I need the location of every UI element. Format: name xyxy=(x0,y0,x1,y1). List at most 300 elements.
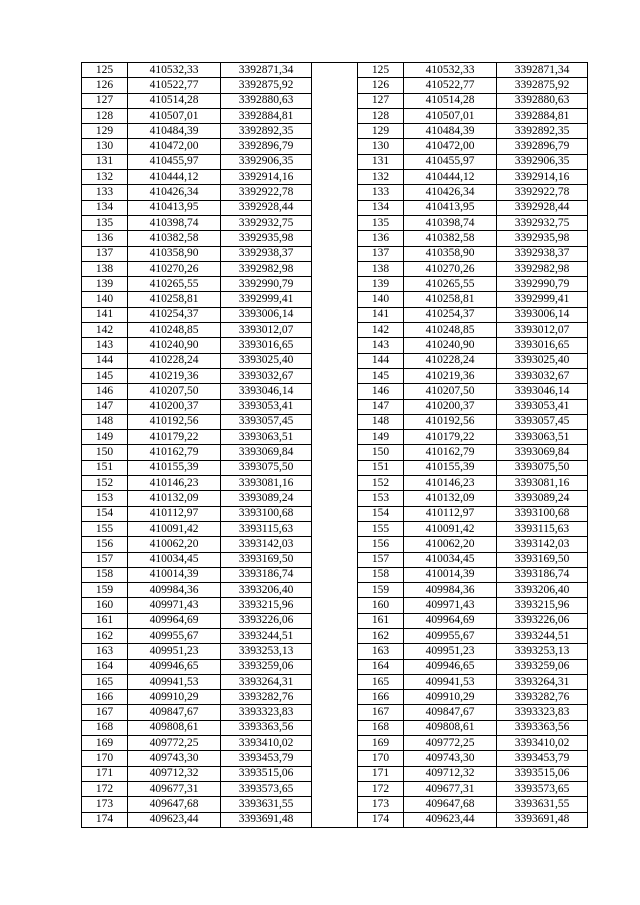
left-x-coordinate-cell: 409743,30 xyxy=(128,751,221,766)
left-y-coordinate-cell: 3393253,13 xyxy=(221,644,312,659)
right-x-coordinate-cell: 409955,67 xyxy=(404,628,497,643)
right-x-coordinate-cell: 410062,20 xyxy=(404,537,497,552)
left-point-number-cell: 153 xyxy=(82,491,128,506)
right-point-number-cell: 144 xyxy=(358,353,404,368)
left-x-coordinate-cell: 410146,23 xyxy=(128,476,221,491)
right-point-number-cell: 125 xyxy=(358,63,404,78)
right-point-number-cell: 138 xyxy=(358,261,404,276)
right-point-number-cell: 148 xyxy=(358,414,404,429)
table-row xyxy=(82,583,588,598)
left-point-number-cell: 152 xyxy=(82,476,128,491)
left-y-coordinate-cell: 3393244,51 xyxy=(221,628,312,643)
right-x-coordinate-cell: 410265,55 xyxy=(404,277,497,292)
right-y-coordinate-cell: 3393089,24 xyxy=(497,491,588,506)
spacer-cell xyxy=(312,185,358,200)
left-x-coordinate-cell: 410192,56 xyxy=(128,414,221,429)
right-point-number-cell: 136 xyxy=(358,231,404,246)
left-y-coordinate-cell: 3393206,40 xyxy=(221,583,312,598)
left-point-number-cell: 135 xyxy=(82,215,128,230)
left-y-coordinate-cell: 3393006,14 xyxy=(221,307,312,322)
left-point-number-cell: 165 xyxy=(82,674,128,689)
right-y-coordinate-cell: 3393053,41 xyxy=(497,399,588,414)
left-y-coordinate-cell: 3392922,78 xyxy=(221,185,312,200)
right-y-coordinate-cell: 3392896,79 xyxy=(497,139,588,154)
table-row xyxy=(82,521,588,536)
table-row xyxy=(82,460,588,475)
right-point-number-cell: 127 xyxy=(358,93,404,108)
right-x-coordinate-cell: 410014,39 xyxy=(404,567,497,582)
left-point-number-cell: 163 xyxy=(82,644,128,659)
table-row xyxy=(82,277,588,292)
spacer-cell xyxy=(312,476,358,491)
right-x-coordinate-cell: 410532,33 xyxy=(404,63,497,78)
right-point-number-cell: 133 xyxy=(358,185,404,200)
left-x-coordinate-cell: 410254,37 xyxy=(128,307,221,322)
right-x-coordinate-cell: 410091,42 xyxy=(404,521,497,536)
right-point-number-cell: 151 xyxy=(358,460,404,475)
right-x-coordinate-cell: 410228,24 xyxy=(404,353,497,368)
left-point-number-cell: 130 xyxy=(82,139,128,154)
left-x-coordinate-cell: 410382,58 xyxy=(128,231,221,246)
left-y-coordinate-cell: 3393573,65 xyxy=(221,781,312,796)
right-x-coordinate-cell: 410248,85 xyxy=(404,323,497,338)
right-x-coordinate-cell: 410254,37 xyxy=(404,307,497,322)
right-x-coordinate-cell: 409984,36 xyxy=(404,583,497,598)
left-x-coordinate-cell: 410112,97 xyxy=(128,506,221,521)
right-x-coordinate-cell: 410444,12 xyxy=(404,170,497,185)
right-point-number-cell: 170 xyxy=(358,751,404,766)
spacer-cell xyxy=(312,583,358,598)
left-x-coordinate-cell: 410398,74 xyxy=(128,215,221,230)
right-x-coordinate-cell: 410192,56 xyxy=(404,414,497,429)
left-point-number-cell: 126 xyxy=(82,78,128,93)
left-point-number-cell: 156 xyxy=(82,537,128,552)
right-point-number-cell: 154 xyxy=(358,506,404,521)
spacer-cell xyxy=(312,460,358,475)
right-x-coordinate-cell: 410484,39 xyxy=(404,124,497,139)
left-y-coordinate-cell: 3393063,51 xyxy=(221,430,312,445)
right-y-coordinate-cell: 3393100,68 xyxy=(497,506,588,521)
spacer-cell xyxy=(312,659,358,674)
left-x-coordinate-cell: 410426,34 xyxy=(128,185,221,200)
right-y-coordinate-cell: 3393282,76 xyxy=(497,690,588,705)
right-x-coordinate-cell: 410258,81 xyxy=(404,292,497,307)
right-point-number-cell: 160 xyxy=(358,598,404,613)
spacer-cell xyxy=(312,231,358,246)
left-x-coordinate-cell: 410265,55 xyxy=(128,277,221,292)
right-y-coordinate-cell: 3393363,56 xyxy=(497,720,588,735)
left-x-coordinate-cell: 410062,20 xyxy=(128,537,221,552)
right-point-number-cell: 128 xyxy=(358,108,404,123)
left-point-number-cell: 158 xyxy=(82,567,128,582)
right-point-number-cell: 169 xyxy=(358,736,404,751)
left-y-coordinate-cell: 3393282,76 xyxy=(221,690,312,705)
spacer-cell xyxy=(312,323,358,338)
table-row xyxy=(82,812,588,827)
right-y-coordinate-cell: 3392884,81 xyxy=(497,108,588,123)
spacer-cell xyxy=(312,93,358,108)
right-x-coordinate-cell: 409623,44 xyxy=(404,812,497,827)
table-row xyxy=(82,674,588,689)
right-x-coordinate-cell: 410162,79 xyxy=(404,445,497,460)
right-y-coordinate-cell: 3392938,37 xyxy=(497,246,588,261)
left-point-number-cell: 141 xyxy=(82,307,128,322)
spacer-cell xyxy=(312,368,358,383)
spacer-cell xyxy=(312,690,358,705)
table-row xyxy=(82,659,588,674)
left-point-number-cell: 129 xyxy=(82,124,128,139)
right-x-coordinate-cell: 410358,90 xyxy=(404,246,497,261)
right-x-coordinate-cell: 409971,43 xyxy=(404,598,497,613)
right-point-number-cell: 172 xyxy=(358,781,404,796)
right-y-coordinate-cell: 3392880,63 xyxy=(497,93,588,108)
left-x-coordinate-cell: 410034,45 xyxy=(128,552,221,567)
spacer-cell xyxy=(312,154,358,169)
left-x-coordinate-cell: 410484,39 xyxy=(128,124,221,139)
left-y-coordinate-cell: 3393046,14 xyxy=(221,384,312,399)
left-x-coordinate-cell: 410132,09 xyxy=(128,491,221,506)
spacer-cell xyxy=(312,521,358,536)
right-y-coordinate-cell: 3392982,98 xyxy=(497,261,588,276)
right-point-number-cell: 168 xyxy=(358,720,404,735)
left-point-number-cell: 136 xyxy=(82,231,128,246)
left-x-coordinate-cell: 409951,23 xyxy=(128,644,221,659)
right-x-coordinate-cell: 410507,01 xyxy=(404,108,497,123)
left-y-coordinate-cell: 3393215,96 xyxy=(221,598,312,613)
right-y-coordinate-cell: 3393215,96 xyxy=(497,598,588,613)
right-x-coordinate-cell: 409647,68 xyxy=(404,797,497,812)
left-y-coordinate-cell: 3393081,16 xyxy=(221,476,312,491)
spacer-cell xyxy=(312,430,358,445)
table-row xyxy=(82,338,588,353)
right-point-number-cell: 171 xyxy=(358,766,404,781)
table-row xyxy=(82,797,588,812)
right-y-coordinate-cell: 3392999,41 xyxy=(497,292,588,307)
left-y-coordinate-cell: 3393453,79 xyxy=(221,751,312,766)
left-point-number-cell: 172 xyxy=(82,781,128,796)
table-row xyxy=(82,506,588,521)
spacer-cell xyxy=(312,506,358,521)
table-row xyxy=(82,644,588,659)
left-point-number-cell: 171 xyxy=(82,766,128,781)
left-x-coordinate-cell: 410413,95 xyxy=(128,200,221,215)
right-point-number-cell: 156 xyxy=(358,537,404,552)
left-point-number-cell: 151 xyxy=(82,460,128,475)
spacer-cell xyxy=(312,812,358,827)
left-x-coordinate-cell: 409941,53 xyxy=(128,674,221,689)
right-x-coordinate-cell: 410207,50 xyxy=(404,384,497,399)
right-point-number-cell: 166 xyxy=(358,690,404,705)
spacer-cell xyxy=(312,751,358,766)
spacer-cell xyxy=(312,598,358,613)
left-point-number-cell: 154 xyxy=(82,506,128,521)
right-point-number-cell: 140 xyxy=(358,292,404,307)
right-x-coordinate-cell: 409964,69 xyxy=(404,613,497,628)
left-x-coordinate-cell: 409712,32 xyxy=(128,766,221,781)
table-row xyxy=(82,93,588,108)
right-point-number-cell: 147 xyxy=(358,399,404,414)
spacer-cell xyxy=(312,567,358,582)
right-point-number-cell: 152 xyxy=(358,476,404,491)
table-row xyxy=(82,108,588,123)
right-x-coordinate-cell: 410112,97 xyxy=(404,506,497,521)
spacer-cell xyxy=(312,170,358,185)
left-x-coordinate-cell: 410162,79 xyxy=(128,445,221,460)
left-y-coordinate-cell: 3392892,35 xyxy=(221,124,312,139)
left-y-coordinate-cell: 3393012,07 xyxy=(221,323,312,338)
left-y-coordinate-cell: 3393032,67 xyxy=(221,368,312,383)
left-x-coordinate-cell: 409623,44 xyxy=(128,812,221,827)
right-point-number-cell: 129 xyxy=(358,124,404,139)
right-y-coordinate-cell: 3392871,34 xyxy=(497,63,588,78)
table-row xyxy=(82,139,588,154)
right-y-coordinate-cell: 3392906,35 xyxy=(497,154,588,169)
left-point-number-cell: 133 xyxy=(82,185,128,200)
right-point-number-cell: 158 xyxy=(358,567,404,582)
left-point-number-cell: 132 xyxy=(82,170,128,185)
table-row xyxy=(82,414,588,429)
left-point-number-cell: 128 xyxy=(82,108,128,123)
left-y-coordinate-cell: 3393069,84 xyxy=(221,445,312,460)
spacer-cell xyxy=(312,277,358,292)
right-x-coordinate-cell: 409910,29 xyxy=(404,690,497,705)
left-x-coordinate-cell: 410228,24 xyxy=(128,353,221,368)
coordinates-table xyxy=(81,62,588,828)
left-point-number-cell: 173 xyxy=(82,797,128,812)
right-y-coordinate-cell: 3392914,16 xyxy=(497,170,588,185)
left-point-number-cell: 142 xyxy=(82,323,128,338)
right-x-coordinate-cell: 409712,32 xyxy=(404,766,497,781)
right-x-coordinate-cell: 410398,74 xyxy=(404,215,497,230)
left-y-coordinate-cell: 3393323,83 xyxy=(221,705,312,720)
spacer-cell xyxy=(312,414,358,429)
right-point-number-cell: 173 xyxy=(358,797,404,812)
right-x-coordinate-cell: 410219,36 xyxy=(404,368,497,383)
left-y-coordinate-cell: 3393363,56 xyxy=(221,720,312,735)
spacer-cell xyxy=(312,720,358,735)
right-y-coordinate-cell: 3392932,75 xyxy=(497,215,588,230)
right-point-number-cell: 162 xyxy=(358,628,404,643)
right-x-coordinate-cell: 410472,00 xyxy=(404,139,497,154)
table-row xyxy=(82,124,588,139)
spacer-cell xyxy=(312,124,358,139)
left-point-number-cell: 161 xyxy=(82,613,128,628)
spacer-cell xyxy=(312,353,358,368)
right-y-coordinate-cell: 3393032,67 xyxy=(497,368,588,383)
left-point-number-cell: 125 xyxy=(82,63,128,78)
table-row xyxy=(82,705,588,720)
right-x-coordinate-cell: 410413,95 xyxy=(404,200,497,215)
right-point-number-cell: 135 xyxy=(358,215,404,230)
table-row xyxy=(82,736,588,751)
left-y-coordinate-cell: 3392914,16 xyxy=(221,170,312,185)
right-point-number-cell: 150 xyxy=(358,445,404,460)
table-row xyxy=(82,476,588,491)
spacer-cell xyxy=(312,705,358,720)
left-point-number-cell: 146 xyxy=(82,384,128,399)
right-point-number-cell: 141 xyxy=(358,307,404,322)
left-y-coordinate-cell: 3393142,03 xyxy=(221,537,312,552)
right-y-coordinate-cell: 3392892,35 xyxy=(497,124,588,139)
spacer-cell xyxy=(312,736,358,751)
table-row xyxy=(82,170,588,185)
table-row xyxy=(82,200,588,215)
right-y-coordinate-cell: 3393573,65 xyxy=(497,781,588,796)
right-x-coordinate-cell: 410179,22 xyxy=(404,430,497,445)
right-y-coordinate-cell: 3393259,06 xyxy=(497,659,588,674)
left-point-number-cell: 138 xyxy=(82,261,128,276)
left-x-coordinate-cell: 409808,61 xyxy=(128,720,221,735)
right-x-coordinate-cell: 410270,26 xyxy=(404,261,497,276)
left-y-coordinate-cell: 3392928,44 xyxy=(221,200,312,215)
table-row xyxy=(82,537,588,552)
left-y-coordinate-cell: 3393075,50 xyxy=(221,460,312,475)
right-y-coordinate-cell: 3393025,40 xyxy=(497,353,588,368)
right-x-coordinate-cell: 409847,67 xyxy=(404,705,497,720)
spacer-cell xyxy=(312,200,358,215)
right-y-coordinate-cell: 3392935,98 xyxy=(497,231,588,246)
right-point-number-cell: 139 xyxy=(358,277,404,292)
left-x-coordinate-cell: 409647,68 xyxy=(128,797,221,812)
left-y-coordinate-cell: 3393057,45 xyxy=(221,414,312,429)
table-row xyxy=(82,261,588,276)
right-x-coordinate-cell: 410522,77 xyxy=(404,78,497,93)
spacer-cell xyxy=(312,445,358,460)
left-y-coordinate-cell: 3393186,74 xyxy=(221,567,312,582)
left-y-coordinate-cell: 3392906,35 xyxy=(221,154,312,169)
left-point-number-cell: 147 xyxy=(82,399,128,414)
table-row xyxy=(82,154,588,169)
left-point-number-cell: 168 xyxy=(82,720,128,735)
left-x-coordinate-cell: 410472,00 xyxy=(128,139,221,154)
right-x-coordinate-cell: 410132,09 xyxy=(404,491,497,506)
left-point-number-cell: 157 xyxy=(82,552,128,567)
right-y-coordinate-cell: 3393691,48 xyxy=(497,812,588,827)
right-x-coordinate-cell: 409941,53 xyxy=(404,674,497,689)
right-point-number-cell: 137 xyxy=(358,246,404,261)
right-point-number-cell: 174 xyxy=(358,812,404,827)
left-y-coordinate-cell: 3393264,31 xyxy=(221,674,312,689)
right-x-coordinate-cell: 410155,39 xyxy=(404,460,497,475)
right-point-number-cell: 145 xyxy=(358,368,404,383)
right-point-number-cell: 126 xyxy=(358,78,404,93)
table-row xyxy=(82,598,588,613)
right-y-coordinate-cell: 3393631,55 xyxy=(497,797,588,812)
right-y-coordinate-cell: 3393515,06 xyxy=(497,766,588,781)
spacer-cell xyxy=(312,384,358,399)
left-y-coordinate-cell: 3393169,50 xyxy=(221,552,312,567)
left-x-coordinate-cell: 410455,97 xyxy=(128,154,221,169)
left-y-coordinate-cell: 3393100,68 xyxy=(221,506,312,521)
left-y-coordinate-cell: 3393053,41 xyxy=(221,399,312,414)
right-point-number-cell: 157 xyxy=(358,552,404,567)
left-x-coordinate-cell: 410248,85 xyxy=(128,323,221,338)
left-y-coordinate-cell: 3392871,34 xyxy=(221,63,312,78)
right-point-number-cell: 161 xyxy=(358,613,404,628)
left-point-number-cell: 131 xyxy=(82,154,128,169)
left-y-coordinate-cell: 3392932,75 xyxy=(221,215,312,230)
right-point-number-cell: 165 xyxy=(358,674,404,689)
right-y-coordinate-cell: 3392922,78 xyxy=(497,185,588,200)
left-point-number-cell: 162 xyxy=(82,628,128,643)
right-y-coordinate-cell: 3392875,92 xyxy=(497,78,588,93)
spacer-cell xyxy=(312,613,358,628)
left-point-number-cell: 166 xyxy=(82,690,128,705)
table-row xyxy=(82,720,588,735)
right-x-coordinate-cell: 410240,90 xyxy=(404,338,497,353)
left-point-number-cell: 127 xyxy=(82,93,128,108)
left-y-coordinate-cell: 3392982,98 xyxy=(221,261,312,276)
table-row xyxy=(82,445,588,460)
left-x-coordinate-cell: 410155,39 xyxy=(128,460,221,475)
left-point-number-cell: 164 xyxy=(82,659,128,674)
left-point-number-cell: 143 xyxy=(82,338,128,353)
spacer-cell xyxy=(312,491,358,506)
left-x-coordinate-cell: 410270,26 xyxy=(128,261,221,276)
spacer-cell xyxy=(312,261,358,276)
left-x-coordinate-cell: 410358,90 xyxy=(128,246,221,261)
spacer-cell xyxy=(312,108,358,123)
spacer-cell xyxy=(312,215,358,230)
left-point-number-cell: 149 xyxy=(82,430,128,445)
table-row xyxy=(82,613,588,628)
right-y-coordinate-cell: 3393226,06 xyxy=(497,613,588,628)
right-y-coordinate-cell: 3392990,79 xyxy=(497,277,588,292)
table-row xyxy=(82,353,588,368)
right-y-coordinate-cell: 3393012,07 xyxy=(497,323,588,338)
right-y-coordinate-cell: 3393169,50 xyxy=(497,552,588,567)
right-y-coordinate-cell: 3393244,51 xyxy=(497,628,588,643)
left-y-coordinate-cell: 3392990,79 xyxy=(221,277,312,292)
left-x-coordinate-cell: 410091,42 xyxy=(128,521,221,536)
left-y-coordinate-cell: 3393016,65 xyxy=(221,338,312,353)
right-y-coordinate-cell: 3393264,31 xyxy=(497,674,588,689)
right-point-number-cell: 142 xyxy=(358,323,404,338)
left-x-coordinate-cell: 409964,69 xyxy=(128,613,221,628)
spacer-cell xyxy=(312,766,358,781)
table-row xyxy=(82,368,588,383)
spacer-cell xyxy=(312,628,358,643)
table-row xyxy=(82,292,588,307)
right-point-number-cell: 149 xyxy=(358,430,404,445)
table-row xyxy=(82,430,588,445)
left-point-number-cell: 160 xyxy=(82,598,128,613)
left-y-coordinate-cell: 3392999,41 xyxy=(221,292,312,307)
table-row xyxy=(82,766,588,781)
right-y-coordinate-cell: 3393206,40 xyxy=(497,583,588,598)
right-x-coordinate-cell: 410200,37 xyxy=(404,399,497,414)
left-x-coordinate-cell: 410514,28 xyxy=(128,93,221,108)
table-row xyxy=(82,231,588,246)
left-x-coordinate-cell: 409955,67 xyxy=(128,628,221,643)
right-x-coordinate-cell: 410426,34 xyxy=(404,185,497,200)
right-y-coordinate-cell: 3393323,83 xyxy=(497,705,588,720)
right-y-coordinate-cell: 3393006,14 xyxy=(497,307,588,322)
right-x-coordinate-cell: 410455,97 xyxy=(404,154,497,169)
table-row xyxy=(82,215,588,230)
left-y-coordinate-cell: 3392884,81 xyxy=(221,108,312,123)
right-x-coordinate-cell: 410382,58 xyxy=(404,231,497,246)
left-y-coordinate-cell: 3393025,40 xyxy=(221,353,312,368)
left-y-coordinate-cell: 3393631,55 xyxy=(221,797,312,812)
left-point-number-cell: 155 xyxy=(82,521,128,536)
right-point-number-cell: 132 xyxy=(358,170,404,185)
left-x-coordinate-cell: 410522,77 xyxy=(128,78,221,93)
left-y-coordinate-cell: 3393410,02 xyxy=(221,736,312,751)
right-x-coordinate-cell: 409772,25 xyxy=(404,736,497,751)
right-y-coordinate-cell: 3393057,45 xyxy=(497,414,588,429)
right-point-number-cell: 146 xyxy=(358,384,404,399)
